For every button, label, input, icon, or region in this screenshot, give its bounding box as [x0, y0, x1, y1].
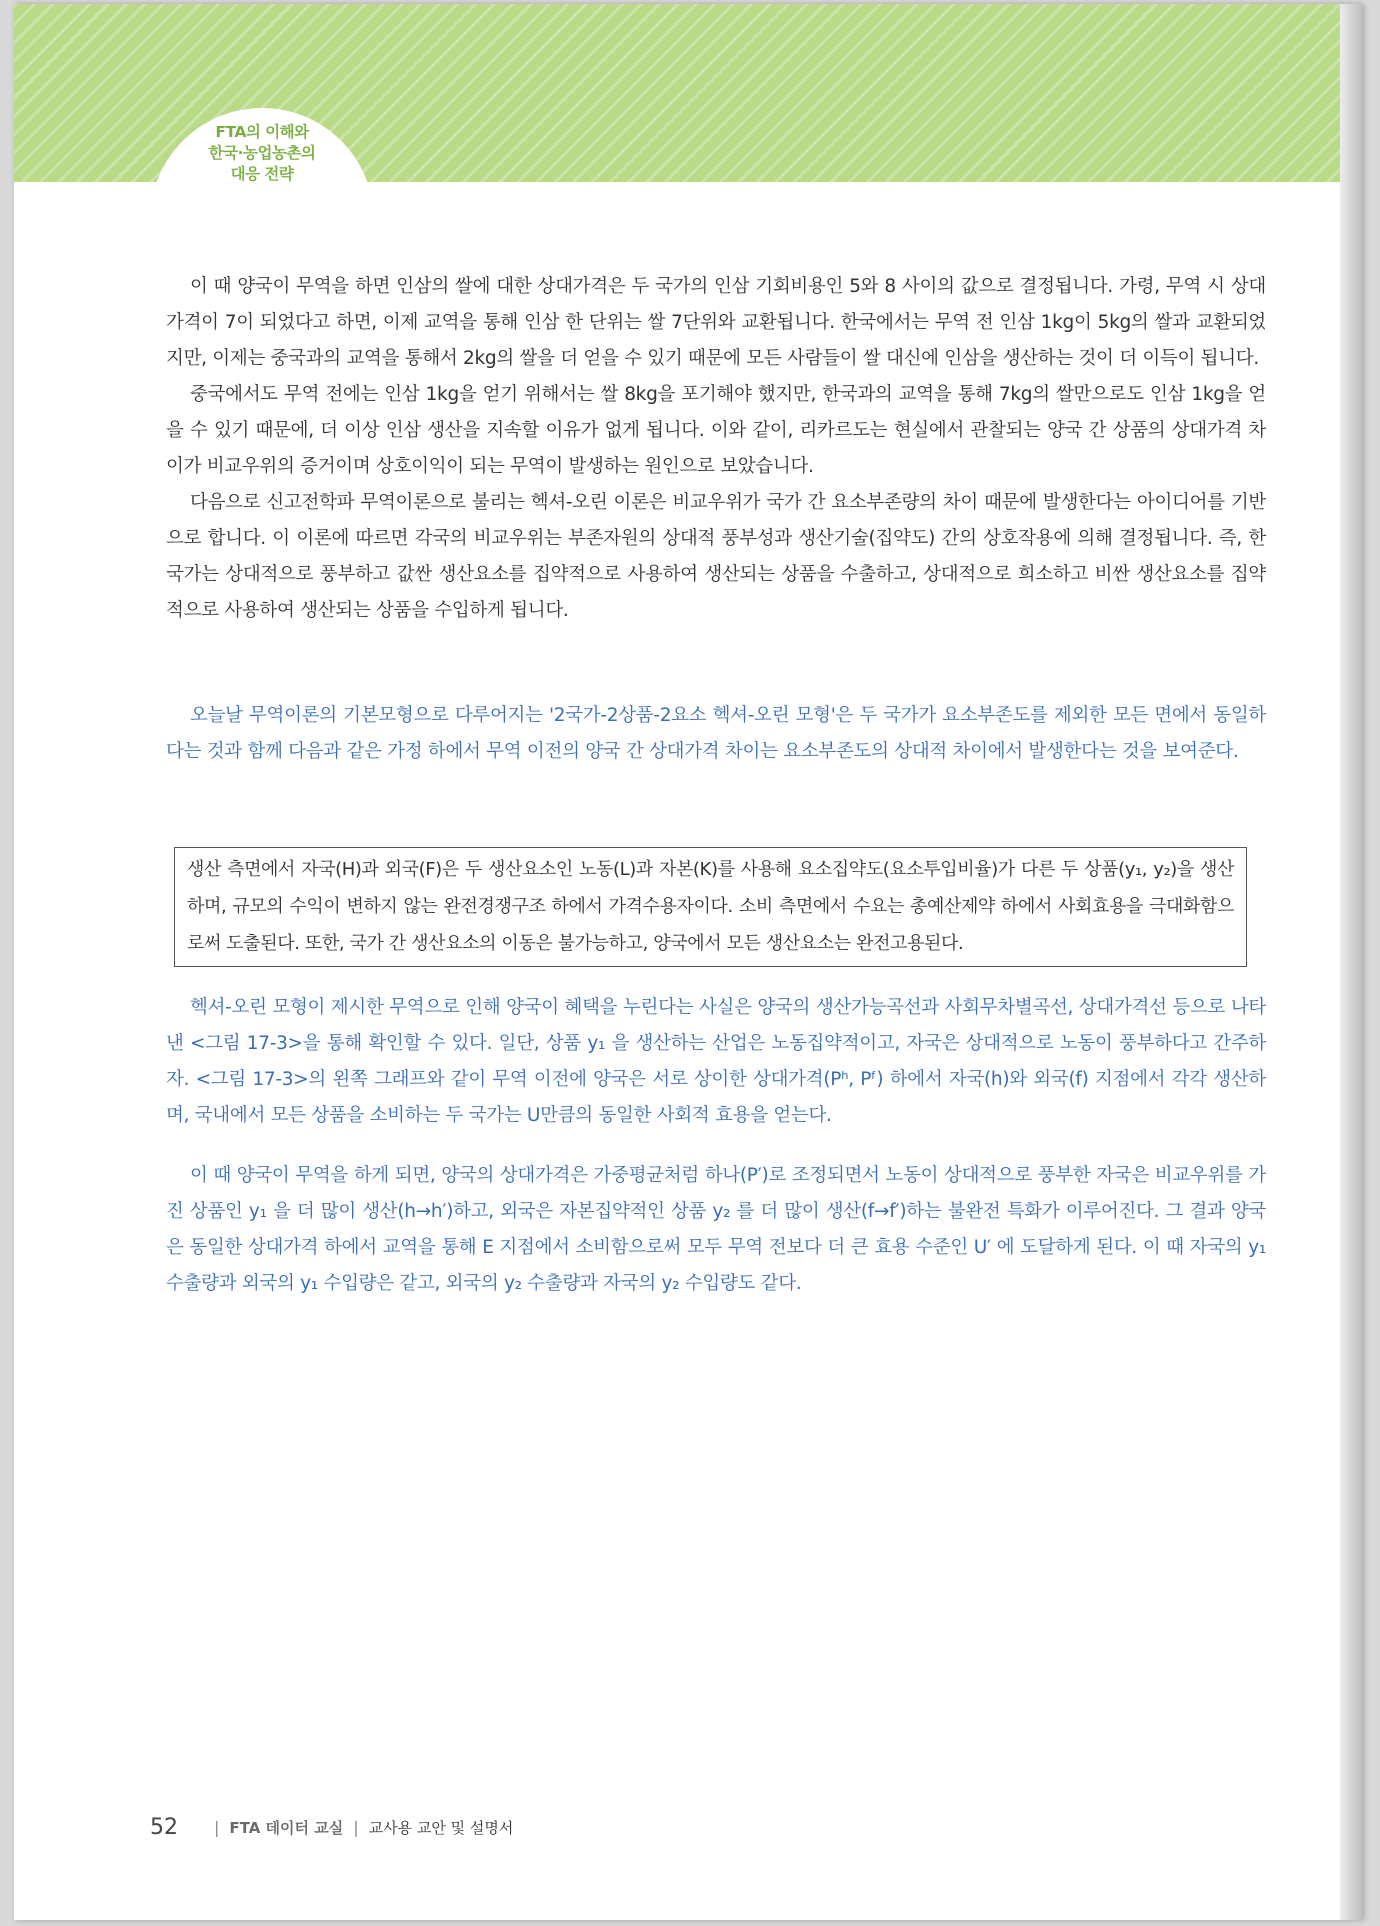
footer: [150, 1812, 513, 1842]
document-page: [14, 4, 1362, 1920]
paragraph: 헥셔-오린 모형이 제시한 무역으로 인해 양국이 혜택을 누린다는 사실은 양국의 생산가능곡선과 사회무차별곡선, 상대가격선 등으로 나타낸 <그림 17-3>을 통해 확인할 수 있다. 일단, 상품 y₁ 을 생산하는 산업은 노동집약적이고, 자국은 상대적으로 노동이 풍부하다고 간주하자. <그림 17-3>의 왼쪽 그래프와 같이 무역 이전에 양국은 서로 상이한 상대가격(Pʰ, Pᶠ) 하에서 자국(h)와 외국(f) 지점에서 각각 생산하며, 국내에서 모든 상품을 소비하는 두 국가는 U만큼의 동일한 사회적 효용을 얻는다.: [166, 997, 1266, 1126]
paragraph: 이 때 양국이 무역을 하게 되면, 양국의 상대가격은 가중평균처럼 하나(P′)로 조정되면서 노동이 상대적으로 풍부한 자국은 비교우위를 가진 상품인 y₁ 을 더 많이 생산(h→h′)하고, 외국은 자본집약적인 상품 y₂ 를 더 많이 생산(f→f′)하는 불완전 특화가 이루어진다. 그 결과 양국은 동일한 상대가격 하에서 교역을 통해 E 지점에서 소비함으로써 모두 무역 전보다 더 큰 효용 수준인 U′ 에 도달하게 된다. 이 때 자국의 y₁ 수출량과 외국의 y₁ 수입량은 같고, 외국의 y₂ 수출량과 자국의 y₂ 수입량도 같다.: [166, 1165, 1266, 1294]
paragraph: 이 때 양국이 무역을 하면 인삼의 쌀에 대한 상대가격은 두 국가의 인삼 기회비용인 5와 8 사이의 값으로 결정됩니다. 가령, 무역 시 상대가격이 7이 되었다고 하면, 이제 교역을 통해 인삼 한 단위는 쌀 7단위와 교환됩니다. 한국에서는 무역 전 인삼 1kg이 5kg의 쌀과 교환되었지만, 이제는 중국과의 교역을 통해서 2kg의 쌀을 더 얻을 수 있기 때문에 모든 사람들이 쌀 대신에 인삼을 생산하는 것이 더 이득이 됩니다.: [166, 276, 1266, 369]
paragraph: 다음으로 신고전학파 무역이론으로 불리는 헥셔-오린 이론은 비교우위가 국가 간 요소부존량의 차이 때문에 발생한다는 아이디어를 기반으로 합니다. 이 이론에 따르면 각국의 비교우위는 부존자원의 상대적 풍부성과 생산기술(집약도) 간의 상호작용에 의해 결정됩니다. 즉, 한 국가는 상대적으로 풍부하고 값싼 생산요소를 집약적으로 사용하여 생산되는 상품을 수출하고, 상대적으로 희소하고 비싼 생산요소를 집약적으로 사용하여 생산되는 상품을 수입하게 됩니다.: [166, 492, 1266, 621]
section-label-line: 대응 전략: [230, 165, 294, 183]
body-bottom: [166, 990, 1266, 1134]
section-label-line: 한국·농업농촌의: [208, 144, 316, 162]
paragraph: 중국에서도 무역 전에는 인삼 1kg을 얻기 위해서는 쌀 8kg을 포기해야 했지만, 한국과의 교역을 통해 7kg의 쌀만으로도 인삼 1kg을 얻을 수 있기 때문에, 더 이상 인삼 생산을 지속할 이유가 없게 됩니다. 이와 같이, 리카르도는 현실에서 관찰되는 양국 간 상품의 상대가격 차이가 비교우위의 증거이며 상호이익이 되는 무역이 발생하는 원인으로 보았습니다.: [166, 384, 1266, 477]
assumption-text: 생산 측면에서 자국(H)과 외국(F)은 두 생산요소인 노동(L)과 자본(K)를 사용해 요소집약도(요소투입비율)가 다른 두 상품(y₁, y₂)을 생산하며, 규모의 수익이 변하지 않는 완전경쟁구조 하에서 가격수용자이다. 소비 측면에서 수요는 총예산제약 하에서 사회효용을 극대화함으로써 도출된다. 또한, 국가 간 생산요소의 이동은 불가능하고, 양국에서 모든 생산요소는 완전고용된다.: [187, 859, 1234, 954]
page-edge-shadow: [1340, 4, 1362, 1920]
paragraph: 오늘날 무역이론의 기본모형으로 다루어지는 '2국가-2상품-2요소 헥셔-오린 모형'은 두 국가가 요소부존도를 제외한 모든 면에서 동일하다는 것과 함께 다음과 같은 가정 하에서 무역 이전의 양국 간 상대가격 차이는 요소부존도의 상대적 차이에서 발생한다는 것을 보여준다.: [166, 705, 1266, 762]
footer-separator: |: [214, 1817, 220, 1837]
footer-separator: |: [353, 1817, 359, 1837]
body-bottom-2: [166, 1158, 1266, 1302]
section-label-line: FTA의 이해와: [215, 123, 309, 141]
book-title: FTA 데이터 교실: [229, 1818, 344, 1837]
doc-title: 교사용 교안 및 설명서: [368, 1818, 514, 1837]
model-intro: [166, 698, 1266, 770]
assumption-box: [174, 847, 1247, 967]
page-number: 52: [150, 1814, 178, 1840]
section-label: [150, 122, 374, 185]
body-top: [166, 269, 1266, 629]
